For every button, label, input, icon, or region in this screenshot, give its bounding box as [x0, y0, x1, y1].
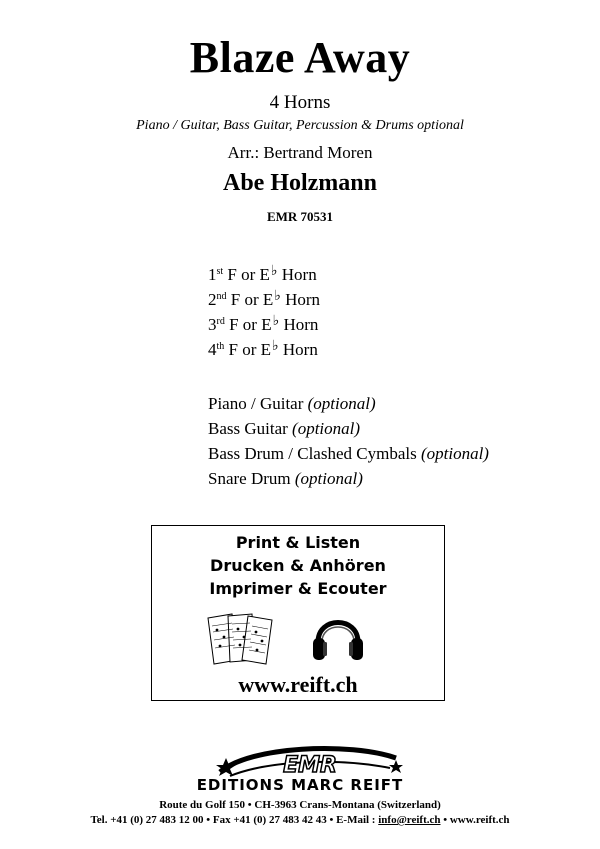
part-item: 1st F or E♭ Horn: [208, 264, 317, 284]
logo-text: EMR: [283, 753, 337, 778]
catalog-number: EMR 70531: [266, 209, 334, 224]
instrumentation: 4 Horns: [269, 92, 331, 113]
optional-part-item: Bass Drum / Clashed Cymbals (optional): [208, 444, 489, 463]
publisher-address: Route du Golf 150 • CH-3963 Crans-Montana (Switzerland): [159, 799, 441, 811]
headphones-icon: [310, 606, 366, 666]
score-title: Blaze Away: [189, 33, 411, 82]
part-item: 4th F or E♭ Horn: [208, 339, 318, 359]
flat-icon: ♭: [272, 339, 279, 354]
publisher-contact: Tel. +41 (0) 27 483 12 00 • Fax +41 (0) 27 483 42 43 • E-Mail : info@reift.ch • www.reift.ch: [90, 814, 510, 826]
website-url[interactable]: www.reift.ch: [238, 672, 358, 697]
print-listen-box: [151, 525, 445, 701]
optional-part-item: Piano / Guitar (optional): [208, 394, 376, 413]
part-item: 3rd F or E♭ Horn: [208, 314, 319, 334]
optional-part-item: Bass Guitar (optional): [208, 419, 361, 438]
promo-line-fr: Imprimer & Ecouter: [209, 579, 387, 598]
flat-icon: ♭: [270, 264, 278, 279]
composer: Abe Holzmann: [222, 170, 377, 196]
sheet-music-icon: [202, 610, 278, 666]
arranger: Arr.: Bertrand Moren: [227, 143, 373, 162]
flat-icon: ♭: [274, 289, 281, 304]
optional-instruments-line: Piano / Guitar, Bass Guitar, Percussion & Drums optional: [136, 118, 464, 133]
parts-list: [208, 262, 320, 362]
optional-part-item: Snare Drum (optional): [208, 469, 363, 488]
promo-line-en: Print & Listen: [235, 533, 361, 552]
flat-icon: ♭: [272, 314, 280, 329]
email-link[interactable]: info@reift.ch: [378, 814, 441, 826]
optional-parts-list: [208, 391, 489, 491]
publisher-name: EDITIONS MARC REIFT: [196, 776, 404, 794]
part-item: 2nd F or E♭ Horn: [208, 289, 321, 309]
promo-line-de: Drucken & Anhören: [210, 556, 386, 575]
